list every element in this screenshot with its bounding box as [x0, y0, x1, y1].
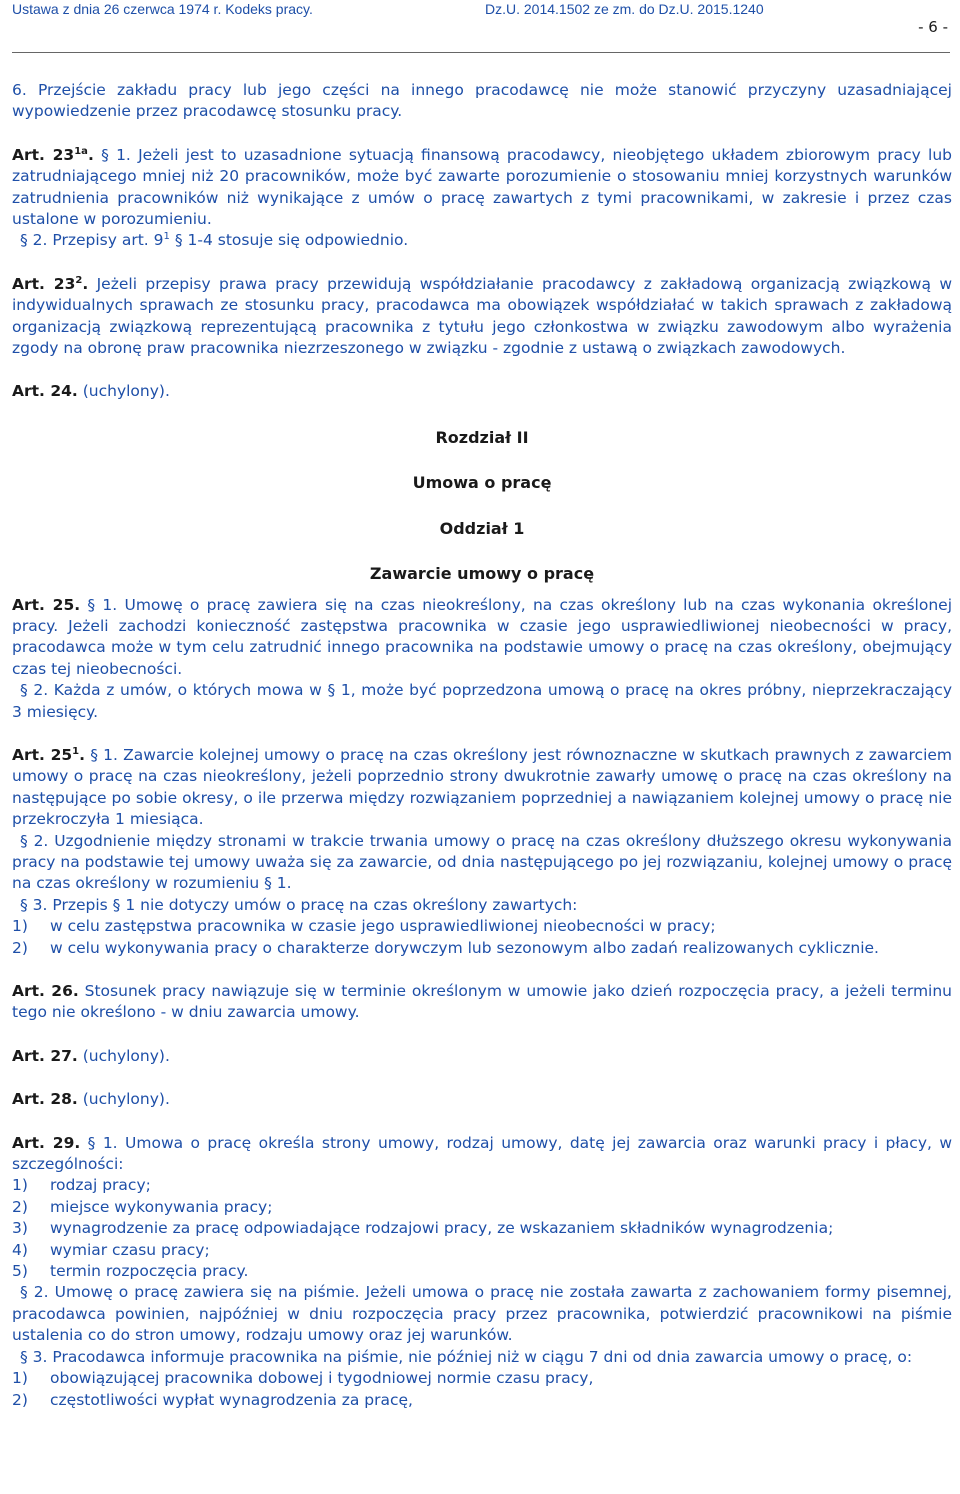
article-27: [12, 1046, 952, 1067]
list-number: 1): [12, 1369, 28, 1388]
article-sup: 1: [72, 745, 80, 757]
article-sup: 2: [75, 274, 83, 286]
article-text: Stosunek pracy nawiązuje się w terminie określonym w umowie jako dzień rozpoczęcia pracy, a jeżeli terminu tego nie określono - w dniu zawarcia umowy.: [12, 982, 953, 1022]
list-number: 2): [12, 938, 28, 957]
article-label: Art. 26.: [12, 982, 79, 1000]
page-number: - 6 -: [918, 18, 948, 36]
article-23-2: Art. $23^2$. Jeżeli przepisy prawa pracy przewidują współdziałanie pracodawcy z zakładową organizacją związkową w indywidualnych sprawach ze stosunku pracy, pracodawca ma obowiązek współdziałać w takich sprawach z zakładową organizacją związkową reprezentującą pracownika z tytułu jego członkostwa w związku zawodowym albo wyrażenia zgody na obronę praw pracownika niezrzeszonego w związku - zgodnie z ustawą o związkach zawodowych.: [12, 274, 952, 358]
article-sup: 1: [163, 231, 170, 243]
list-text: wynagrodzenie za pracę odpowiadające rodzajowi pracy, ze wskazaniem składników wynagrodzenia;: [50, 1219, 834, 1238]
section-mark: § 1.: [87, 595, 118, 614]
article-text: Pracodawca informuje pracownika na piśmie, nie później niż w ciągu 7 dni od dnia zawarcia umowy o pracę, o:: [52, 1347, 913, 1366]
document-body: [12, 80, 952, 1411]
list-text: rodzaj pracy;: [50, 1176, 151, 1195]
article-25-sec2: [12, 680, 952, 723]
list-number: 4): [12, 1240, 28, 1259]
list-item: [12, 1390, 952, 1411]
article-text: Umowę o pracę zawiera się na czas nieokreślony, na czas określony lub na czas wykonania określonej pracy.: [12, 595, 952, 635]
list-item: [12, 1368, 952, 1389]
article-text: Jeżeli umowa o pracę nie została zawarta z zachowaniem formy pisemnej, pracodawca powinien, najpóźniej w dniu rozpoczęcia pracy przez pracownika, potwierdzić pracownikowi na piśmie ustalenia co do stron umowy, rodzaju umowy oraz jej warunków.: [12, 1283, 952, 1345]
article-text: Jeżeli przepisy prawa pracy przewidują współdziałanie pracodawcy z zakładową organizacją związkową w indywidualnych sprawach ze stosunku pracy, pracodawca ma obowiązek współdziałać w takich sprawach z zakładową organizacją związkową reprezentującą pracownika z tytułu jego członkostwa w związku zawodowym albo wyrażenia zgody na obronę praw pracownika niezrzeszonego w związku - zgodnie z ustawą o związkach zawodowych.: [12, 274, 952, 358]
list-text: obowiązującej pracownika dobowej i tygodniowej normie czasu pracy,: [50, 1369, 594, 1388]
article-text: Przepis § 1 nie dotyczy umów o pracę na czas określony zawartych:: [52, 895, 578, 914]
section-mark: § 2.: [20, 831, 49, 850]
list-number: 5): [12, 1262, 28, 1281]
section-mark: § 2.: [20, 681, 49, 700]
article-sup: 1a: [74, 145, 88, 157]
list-item: [12, 1218, 952, 1239]
article-label: Art. 28.: [12, 1090, 78, 1109]
paragraph-6: [12, 80, 952, 123]
list-item: [12, 1197, 952, 1218]
article-23-1a: Art. $23^{1a}$. § 1. Jeżeli jest to uzasadnione sytuacją finansową pracodawcy, nieobjętego układem zbiorowym pracy lub zatrudniającego mniej niż 20 pracowników, może być zawarte porozumienie o stosowaniu mniej korzystnych warunków zatrudnienia pracowników niż wynikające z umów o pracę zawartych z tymi pracownikami, w zakresie i przez czas ustalone w porozumieniu.: [12, 145, 953, 229]
article-label: Art. 25: [12, 745, 73, 764]
section-mark: § 3.: [20, 895, 48, 914]
header-divider: [12, 52, 950, 53]
list-text: termin rozpoczęcia pracy.: [50, 1262, 249, 1281]
list-item: [12, 1261, 952, 1282]
section-mark: § 1.: [87, 1133, 118, 1152]
article-29-sec3: [12, 1347, 952, 1368]
list-number: 3): [12, 1219, 28, 1238]
list-number: 2): [12, 1197, 28, 1216]
list-text: miejsce wykonywania pracy;: [50, 1197, 273, 1216]
list-number: 1): [12, 1176, 28, 1195]
list-text: w celu wykonywania pracy o charakterze dorywczym lub sezonowym albo zadań realizowanych cyklicznie.: [50, 938, 879, 957]
chapter-heading: Rozdział II: [435, 427, 529, 447]
list-item: [12, 938, 952, 959]
article-text: Umowa o pracę określa strony umowy, rodzaj umowy, datę jej zawarcia oraz warunki pracy i płacy, w szczególności:: [12, 1133, 952, 1174]
article-25-1-sec2: [12, 831, 952, 895]
article-29-sec2: [12, 1282, 952, 1346]
list-number: 2): [12, 1390, 28, 1409]
section-mark: § 2.: [20, 231, 48, 250]
list-item: [12, 1175, 952, 1196]
article-label: Art. 25.: [12, 595, 81, 614]
list-item: [12, 1240, 952, 1261]
article-23-1a-sec2: [12, 230, 952, 251]
article-28: [12, 1089, 952, 1110]
section-mark: § 3.: [20, 1347, 48, 1366]
article-25-1-sec3: [12, 895, 952, 916]
article-text: Jeżeli zachodzi konieczność zastępstwa pracownika w czasie jego usprawiedliwionej nieobecności w pracy, pracodawca może w tym celu zatrudnić innego pracownika na podstawie umowy o pracę na czas określony, obejmujący czas tej nieobecności.: [12, 616, 952, 678]
article-text: Umowę o pracę zawiera się na piśmie.: [54, 1283, 360, 1302]
article-text: (uchylony).: [82, 1090, 170, 1109]
page-header: [0, 0, 960, 22]
article-text: § 1-4 stosuje się odpowiednio.: [174, 231, 409, 250]
paragraph-text: Przejście zakładu pracy lub jego części na innego pracodawcę nie może stanowić przyczyny uzasadniającej wypowiedzenie przez pracodawcę stosunku pracy.: [12, 81, 952, 121]
list-number: 1): [12, 917, 28, 936]
article-text: Zawarcie kolejnej umowy o pracę na czas określony jest równoznaczne w skutkach prawnych z zawarciem umowy o pracę na czas nieokreślony, jeżeli poprzednio strony dwukrotnie zawarły umowę o pracę na czas określony na następujące po sobie okresy, o ile przerwa między rozwiązaniem poprzedniej a nawiązaniem kolejnej umowy o pracę nie przekroczyła 1 miesiąca.: [12, 745, 953, 829]
article-25-1: Art. $25^1$. § 1. Zawarcie kolejnej umowy o pracę na czas określony jest równoznaczne w skutkach prawnych z zawarciem umowy o pracę na czas nieokreślony, jeżeli poprzednio strony dwukrotnie zawarły umowę o pracę na czas określony na następujące po sobie okresy, o ile przerwa między rozwiązaniem poprzedniej a nawiązaniem kolejnej umowy o pracę nie przekroczyła 1 miesiąca.: [12, 745, 953, 829]
subsection-heading: Zawarcie umowy o pracę: [369, 564, 595, 584]
section-mark: § 1.: [90, 745, 118, 764]
list-text: częstotliwości wypłat wynagrodzenia za pracę,: [50, 1390, 413, 1409]
article-text: Każda z umów, o których mowa w § 1, może być poprzedzona umową o pracę na okres próbny, nieprzekraczający 3 miesięcy.: [12, 681, 952, 721]
list-text: w celu zastępstwa pracownika w czasie jego usprawiedliwionej nieobecności w pracy;: [50, 917, 716, 936]
list-text: wymiar czasu pracy;: [50, 1240, 210, 1259]
article-text: Przepisy art. 9: [52, 231, 164, 250]
article-text: Jeżeli jest to uzasadnione sytuacją finansową pracodawcy, nieobjętego układem zbiorowym pracy lub zatrudniającego mniej niż 20 pracowników, może być zawarte porozumienie o stosowaniu mniej korzystnych warunków zatrudnienia pracowników niż wynikające z umów o pracę zawartych z tymi pracownikami, w zakresie i przez czas ustalone w porozumieniu.: [12, 145, 953, 229]
article-label: Art. 27.: [12, 1046, 78, 1065]
article-24: [12, 381, 952, 402]
article-label: Art. 29.: [12, 1133, 81, 1152]
article-29: [12, 1133, 952, 1176]
article-25: [12, 595, 952, 681]
article-text: (uchylony).: [82, 382, 170, 401]
paragraph-number: 6.: [12, 81, 27, 99]
article-26: [12, 981, 952, 1024]
article-label: Art. 23: [12, 274, 76, 293]
header-title: Ustawa z dnia 26 czerwca 1974 r. Kodeks pracy.: [12, 1, 313, 17]
article-label: Art. 23: [12, 145, 75, 164]
list-item: [12, 916, 952, 937]
article-text: Uzgodnienie między stronami w trakcie trwania umowy o pracę na czas określony dłuższego okresu wykonywania pracy na podstawie tej umowy uważa się za zawarcie, od dnia następującego po jej rozwiązaniu, kolejnej umowy o pracę na czas określony w rozumieniu § 1.: [12, 831, 952, 893]
section-mark: § 1.: [101, 145, 131, 164]
section-heading: Oddział 1: [439, 518, 525, 538]
header-source: Dz.U. 2014.1502 ze zm. do Dz.U. 2015.1240: [485, 1, 764, 17]
article-label: Art. 24.: [12, 382, 78, 401]
article-text: (uchylony).: [82, 1046, 170, 1065]
title-heading: Umowa o pracę: [412, 473, 552, 493]
section-mark: § 2.: [20, 1283, 49, 1302]
